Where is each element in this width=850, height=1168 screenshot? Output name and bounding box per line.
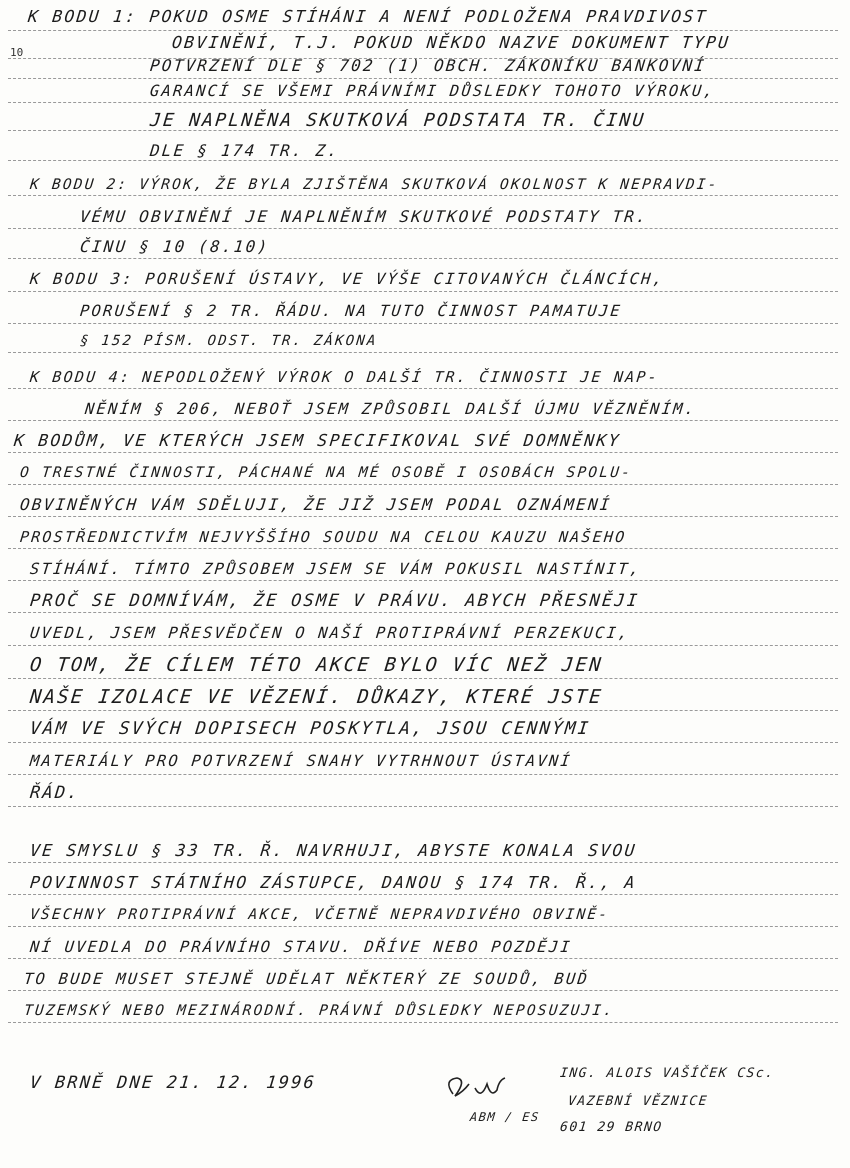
text-line-27: VE SMYSLU § 33 TR. Ř. NAVRHUJI, ABYSTE KONALA SVOU (29, 841, 638, 860)
rule-line (8, 291, 838, 292)
rule-line (8, 580, 838, 581)
text-line-13: K BODU 4: NEPODLOŽENÝ VÝROK O DALŠÍ TR. ČINNOSTI JE NAP- (29, 368, 660, 386)
date-line: V BRNĚ DNE 21. 12. 1996 (28, 1073, 318, 1093)
text-line-10: K BODU 3: PORUŠENÍ ÚSTAVY, VE VÝŠE CITOVANÝCH ČLÁNCÍCH, (29, 270, 666, 288)
rule-line (8, 862, 838, 863)
rule-line (8, 894, 838, 895)
rule-line (8, 352, 838, 353)
text-line-26: ŘÁD. (28, 783, 81, 803)
text-line-11: PORUŠENÍ § 2 TR. ŘÁDU. NA TUTO ČINNOST PAMATUJE (79, 302, 623, 320)
rule-line (8, 102, 838, 103)
rule-line (8, 258, 838, 259)
rule-line (8, 742, 838, 743)
rule-line (8, 645, 838, 646)
text-line-28: POVINNOST STÁTNÍHO ZÁSTUPCE, DANOU § 174 TR. Ř., A (29, 873, 638, 892)
text-line-17: OBVINĚNÝCH VÁM SDĚLUJI, ŽE JIŽ JSEM PODAL OZNÁMENÍ (19, 495, 613, 514)
sender-postal-address: 601 29 BRNO (559, 1120, 664, 1135)
rule-line (8, 484, 838, 485)
rule-line (8, 452, 838, 453)
text-line-24: VÁM VE SVÝCH DOPISECH POSKYTLA, JSOU CENNÝMI (28, 719, 592, 739)
rule-line (8, 516, 838, 517)
rule-line (8, 678, 838, 679)
rule-line (8, 958, 838, 959)
text-line-22: O TOM, ŽE CÍLEM TÉTO AKCE BYLO VÍC NEŽ JEN (28, 654, 604, 676)
text-line-12: § 152 PÍSM. ODST. TR. ZÁKONA (79, 333, 379, 349)
rule-line (8, 420, 838, 421)
rule-line (8, 1022, 838, 1023)
text-line-19: STÍHÁNÍ. TÍMTO ZPŮSOBEM JSEM SE VÁM POKUSIL NASTÍNIT, (29, 560, 643, 578)
rule-line (8, 160, 838, 161)
text-line-32: TUZEMSKÝ NEBO MEZINÁRODNÍ. PRÁVNÍ DŮSLEDKY NEPOSUZUJI. (23, 1003, 616, 1019)
rule-line (8, 710, 838, 711)
margin-note: 10 (10, 46, 24, 59)
text-line-25: MATERIÁLY PRO POTVRZENÍ SNAHY VYTRHNOUT ÚSTAVNÍ (29, 752, 573, 770)
text-line-16: O TRESTNÉ ČINNOSTI, PÁCHANÉ NA MÉ OSOBĚ I OSOBÁCH SPOLU- (19, 465, 633, 481)
text-line-5: JE NAPLNĚNA SKUTKOVÁ PODSTATA TR. ČINU (148, 110, 647, 131)
rule-line (8, 30, 838, 31)
rule-line (8, 228, 838, 229)
rule-line (8, 78, 838, 79)
sender-name: ING. ALOIS VAŠÍČEK CSc. (559, 1066, 776, 1081)
text-line-4: GARANCÍ SE VŠEMI PRÁVNÍMI DŮSLEDKY TOHOTO VÝROKU, (149, 82, 717, 100)
rule-line (8, 612, 838, 613)
text-line-20: PROČ SE DOMNÍVÁM, ŽE OSME V PRÁVU. ABYCH PŘESNĚJI (28, 591, 641, 611)
text-line-21: UVEDL, JSEM PŘESVĚDČEN O NAŠÍ PROTIPRÁVNÍ PERZEKUCI, (29, 624, 631, 642)
text-line-2: OBVINĚNÍ, T.J. POKUD NĚKDO NAZVE DOKUMENT TYPU (171, 33, 732, 52)
text-line-3: POTVRZENÍ DLE § 702 (1) OBCH. ZÁKONÍKU BANKOVNÍ (149, 56, 708, 75)
rule-line (8, 806, 838, 807)
text-line-6: DLE § 174 TR. Z. (149, 141, 341, 160)
text-line-8: VÉMU OBVINĚNÍ JE NAPLNĚNÍM SKUTKOVÉ PODSTATY TR. (79, 207, 650, 226)
text-line-14: NĚNÍM § 206, NEBOŤ JSEM ZPŮSOBIL DALŠÍ ÚJMU VĚZNĚNÍM. (84, 400, 698, 418)
text-line-15: K BODŮM, VE KTERÝCH JSEM SPECIFIKOVAL SVÉ DOMNĚNKY (13, 431, 622, 450)
text-line-30: NÍ UVEDLA DO PRÁVNÍHO STAVU. DŘÍVE NEBO POZDĚJI (29, 938, 573, 956)
rule-line (8, 323, 838, 324)
sender-institution: VAZEBNÍ VĚZNICE (567, 1094, 709, 1109)
signature-initials: ABM / ES (469, 1110, 541, 1124)
rule-line (8, 926, 838, 927)
text-line-1: K BODU 1: POKUD OSME STÍHÁNI A NENÍ PODLOŽENA PRAVDIVOST (27, 7, 709, 26)
text-line-7: K BODU 2: VÝROK, ŽE BYLA ZJIŠTĚNA SKUTKOVÁ OKOLNOST K NEPRAVDI- (29, 177, 720, 193)
text-line-31: TO BUDE MUSET STEJNĚ UDĚLAT NĚKTERÝ ZE SOUDŮ, BUĎ (23, 970, 591, 988)
rule-line (8, 990, 838, 991)
rule-line (8, 548, 838, 549)
rule-line (8, 388, 838, 389)
text-line-18: PROSTŘEDNICTVÍM NEJVYŠŠÍHO SOUDU NA CELOU KAUZU NAŠEHO (19, 528, 628, 546)
text-line-9: ČINU § 10 (8.10) (79, 237, 271, 256)
text-line-29: VŠECHNY PROTIPRÁVNÍ AKCE, VČETNĚ NEPRAVDIVÉHO OBVINĚ- (29, 907, 611, 923)
text-line-23: NAŠE IZOLACE VE VĚZENÍ. DŮKAZY, KTERÉ JSTE (28, 686, 604, 708)
rule-line (8, 774, 838, 775)
